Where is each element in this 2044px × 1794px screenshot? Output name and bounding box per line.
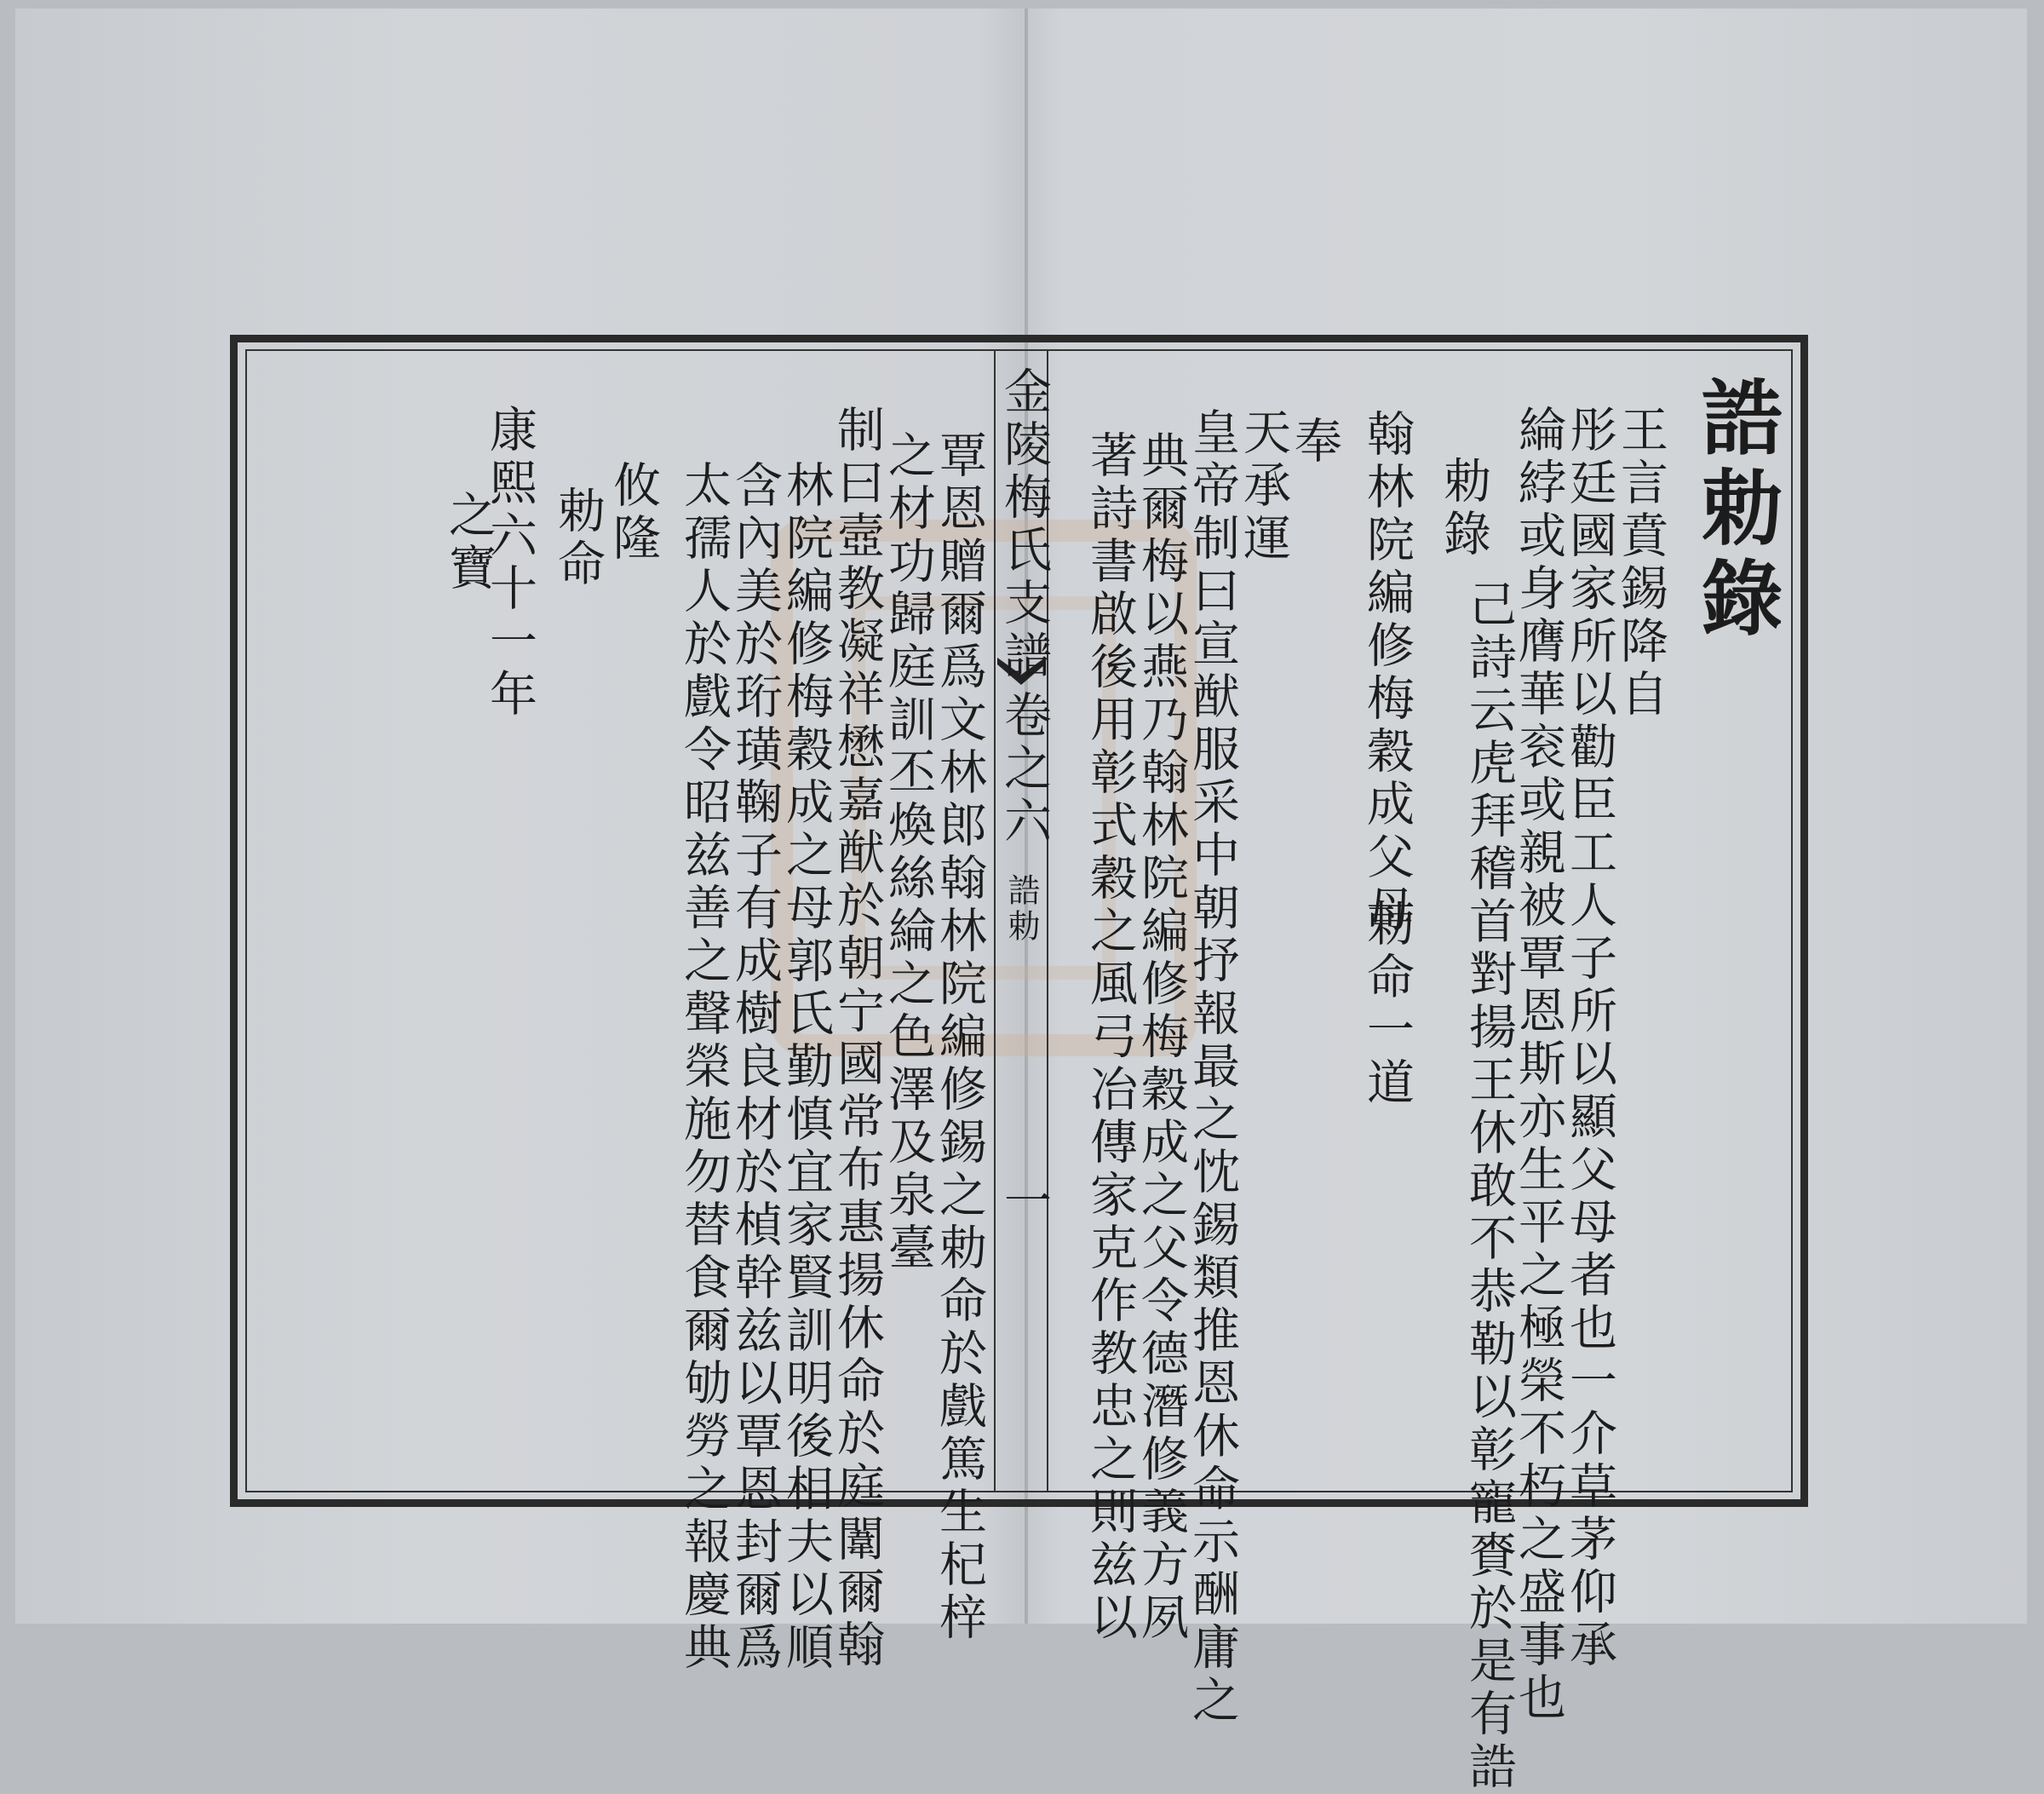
text-column: 攸隆: [606, 460, 661, 566]
seal-caption-column: 之寶: [441, 490, 497, 595]
text-column: 覃恩贈爾爲文林郎翰林院編修錫之勅命於戲篤生杞梓: [932, 430, 987, 1645]
text-column: 綸綍或身膺華衮或親被覃恩斯亦生平之極榮不朽之盛事也: [1511, 405, 1566, 1725]
text-column: 翰林院編修梅穀成父母: [1359, 409, 1415, 937]
text-column: 天承運: [1236, 407, 1291, 566]
spine-volume: 卷之六: [996, 690, 1052, 848]
text-column: 勅命: [550, 486, 606, 591]
text-column: 勅命一道: [1359, 899, 1415, 1110]
spine-section: 誥勅: [1002, 873, 1040, 945]
text-column: 制曰壼教凝祥懋嘉猷於朝宁國常布惠揚休命於庭闈爾翰: [830, 405, 885, 1672]
text-column: 己詩云虎拜稽首對揚王休敢不恭勒以彰寵賚於是有誥: [1461, 579, 1517, 1794]
text-column: 林院編修梅穀成之母郭氏勤慎宜家賢訓明後相夫以順: [778, 460, 834, 1675]
text-column: 皇帝制曰宣猷服采中朝抒報最之忱錫類推恩休命示酬庸之: [1185, 407, 1240, 1728]
text-column: 著詩書啟後用彰式穀之風弓冶傳家克作教忠之則兹以: [1082, 430, 1138, 1645]
text-column: 之材功歸庭訓丕煥絲綸之色澤及泉臺: [881, 430, 936, 1275]
date-column: 康熙六十一年: [482, 405, 537, 722]
text-column: 奉: [1287, 416, 1342, 469]
text-column: 含內美於珩璜鞠子有成樹良材於楨幹兹以覃恩封爾爲: [727, 460, 783, 1675]
spine-title: 金陵梅氏支譜: [996, 366, 1052, 683]
text-column: 勅錄: [1436, 456, 1491, 561]
text-column: 太孺人於戲令昭兹善之聲榮施勿替食爾劬勞之報慶典: [676, 460, 732, 1675]
spine-page-number: 一: [996, 1176, 1052, 1228]
text-column: 彤廷國家所以勸臣工人子所以顯父母者也一介草茅仰承: [1562, 405, 1617, 1672]
text-column: 典爾梅以燕乃翰林院編修梅穀成之父令德潛修義方夙: [1134, 430, 1189, 1645]
text-column: 王言賁錫降自: [1613, 405, 1668, 722]
heading-title: 誥勅錄: [1688, 375, 1784, 646]
